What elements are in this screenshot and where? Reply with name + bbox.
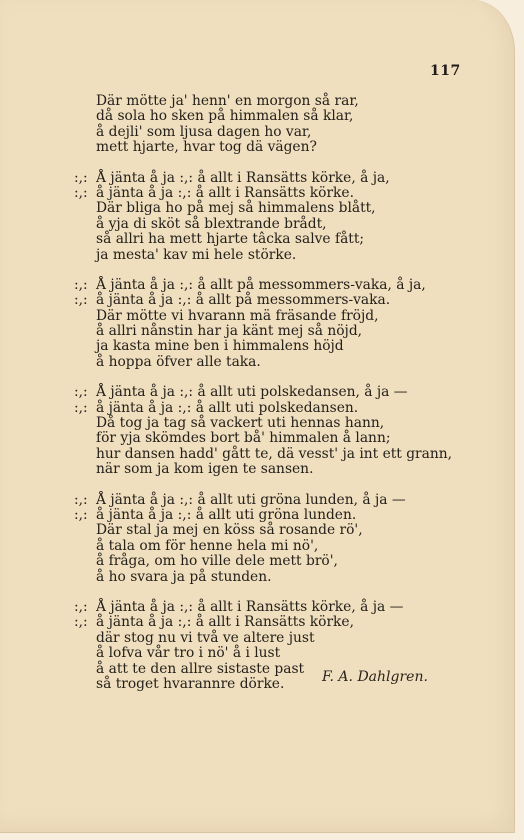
line-text: Där mötte ja' henn' en morgon så rar, bbox=[96, 93, 359, 109]
poem-line bbox=[74, 308, 492, 323]
poem-line bbox=[74, 538, 492, 553]
page-number: 117 bbox=[430, 63, 461, 79]
repeat-mark: :,: bbox=[74, 506, 88, 523]
line-text: å jänta å ja :,: å allt på messommers-vaka. bbox=[96, 292, 391, 309]
line-text: Då tog ja tag så vackert uti hennas hann, bbox=[96, 415, 385, 432]
line-text: ja mesta' kav mi hele störke. bbox=[96, 246, 297, 263]
line-text: å hoppa öfver alle taka. bbox=[96, 353, 261, 370]
poem-line bbox=[74, 415, 492, 430]
line-text: å allri nånstin har ja känt mej så nöjd, bbox=[96, 323, 363, 340]
line-text: så troget hvarannre dörke. bbox=[96, 675, 285, 692]
poem-line bbox=[74, 553, 492, 568]
line-text: där stog nu vi två ve altere just bbox=[96, 629, 315, 646]
repeat-mark: :,: bbox=[74, 276, 88, 293]
poem-line bbox=[74, 247, 492, 262]
poem-line bbox=[74, 139, 492, 154]
poem-line bbox=[74, 569, 492, 584]
line-text: å jänta å ja :,: å allt i Ransätts körke, bbox=[96, 614, 354, 631]
poem-line bbox=[74, 599, 492, 614]
poem-line bbox=[74, 630, 492, 645]
line-text: Där mötte vi hvarann mä fräsande fröjd, bbox=[96, 307, 379, 324]
line-text: å fråga, om ho ville dele mett brö', bbox=[96, 553, 338, 570]
poem-line bbox=[74, 522, 492, 537]
line-text: å jänta å ja :,: å allt uti polskedansen. bbox=[96, 399, 359, 416]
stanza bbox=[74, 170, 492, 262]
line-text: så allri ha mett hjarte tâcka salve fått; bbox=[96, 231, 365, 248]
poem-line bbox=[74, 492, 492, 507]
poem-line bbox=[74, 507, 492, 522]
repeat-mark: :,: bbox=[74, 399, 88, 416]
line-text: å yja di sköt så blextrande brådt, bbox=[96, 215, 327, 232]
line-text: å att te den allre sistaste past bbox=[96, 660, 305, 677]
poem-line bbox=[74, 400, 492, 415]
line-text: för yja skömdes bort bå' himmalen å lann; bbox=[96, 430, 391, 447]
line-text: mett hjarte, hvar tog dä vägen? bbox=[96, 139, 317, 156]
repeat-mark: :,: bbox=[74, 598, 88, 615]
line-text: Å jänta å ja :,: å allt uti gröna lunden, å ja — bbox=[96, 491, 406, 508]
poem-line bbox=[74, 216, 492, 231]
line-text: Där stal ja mej en köss så rosande rö', bbox=[96, 522, 363, 539]
poem-line bbox=[74, 108, 492, 123]
line-text: när som ja kom igen te sansen. bbox=[96, 461, 314, 478]
line-text: å ho svara ja på stunden. bbox=[96, 568, 272, 585]
poem-line bbox=[74, 430, 492, 445]
line-text: å jänta å ja :,: å allt uti gröna lunden. bbox=[96, 506, 357, 523]
stanza bbox=[74, 277, 492, 369]
poem-line bbox=[74, 446, 492, 461]
poem-line bbox=[74, 124, 492, 139]
poem-line bbox=[74, 354, 492, 369]
poem-line bbox=[74, 661, 492, 676]
poem-line bbox=[74, 200, 492, 215]
line-text: å lofva vår tro i nö' å i lust bbox=[96, 645, 281, 662]
repeat-mark: :,: bbox=[74, 292, 88, 309]
poem-line bbox=[74, 277, 492, 292]
repeat-mark: :,: bbox=[74, 491, 88, 508]
stanza bbox=[74, 384, 492, 476]
line-text: Å jänta å ja :,: å allt på messommers-vaka, å ja, bbox=[96, 276, 426, 293]
poem-line bbox=[74, 93, 492, 108]
poem-line bbox=[74, 384, 492, 399]
stanza bbox=[74, 599, 492, 691]
repeat-mark: :,: bbox=[74, 614, 88, 631]
stanza bbox=[74, 492, 492, 584]
line-text: å tala om för henne hela mi nö', bbox=[96, 537, 319, 554]
stanza bbox=[74, 93, 492, 155]
line-text: ja kasta mine ben i himmalens höjd bbox=[96, 338, 344, 355]
line-text: å dejli' som ljusa dagen ho var, bbox=[96, 123, 312, 140]
poem-line bbox=[74, 676, 492, 691]
poem-line bbox=[74, 645, 492, 660]
line-text: då sola ho sken på himmalen så klar, bbox=[96, 108, 354, 125]
line-text: Där bliga ho på mej så himmalens blått, bbox=[96, 200, 376, 217]
poem-line bbox=[74, 231, 492, 246]
line-text: hur dansen hadd' gått te, dä vesst' ja int ett grann, bbox=[96, 445, 453, 462]
poem-line bbox=[74, 614, 492, 629]
author-signature: F. A. Dahlgren. bbox=[322, 669, 428, 685]
repeat-mark: :,: bbox=[74, 169, 88, 186]
poem-line bbox=[74, 170, 492, 185]
line-text: å jänta å ja :,: å allt i Ransätts körke. bbox=[96, 184, 354, 201]
poem-line bbox=[74, 292, 492, 307]
poem-line bbox=[74, 338, 492, 353]
poem-line bbox=[74, 461, 492, 476]
poem bbox=[74, 93, 492, 706]
line-text: Å jänta å ja :,: å allt uti polskedansen, å ja — bbox=[96, 384, 408, 401]
poem-line bbox=[74, 323, 492, 338]
repeat-mark: :,: bbox=[74, 184, 88, 201]
poem-line bbox=[74, 185, 492, 200]
line-text: Å jänta å ja :,: å allt i Ransätts körke, å ja — bbox=[96, 598, 404, 615]
repeat-mark: :,: bbox=[74, 384, 88, 401]
line-text: Å jänta å ja :,: å allt i Ransätts körke, å ja, bbox=[96, 169, 390, 186]
